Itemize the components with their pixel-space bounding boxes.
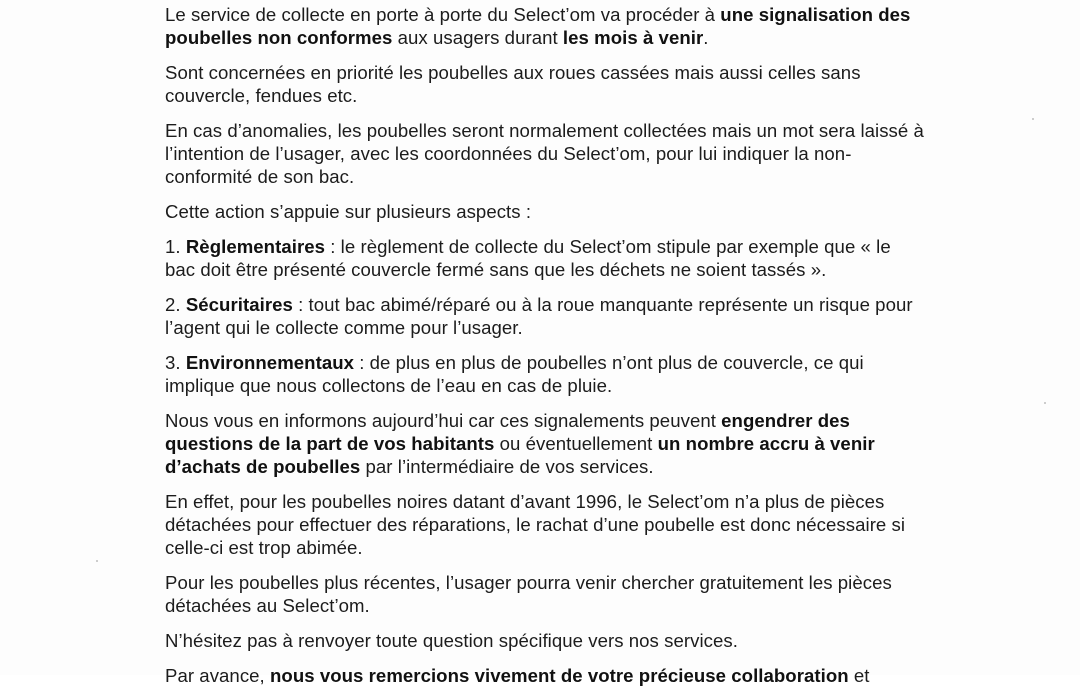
- bold-run: Règlementaires: [185, 236, 326, 257]
- scan-speck: [1044, 402, 1046, 404]
- scan-speck: [96, 560, 98, 562]
- text-run: Pour les poubelles plus récentes, l’usager pourra venir chercher gratuitement les pièces détachées au Select’om.: [165, 572, 892, 616]
- text-run: : le règlement de collecte du Select’om stipule par exemple que « le bac doit être présenté couvercle fermé sans que les déchets ne soient tassés ».: [165, 236, 891, 280]
- paragraph-recent-bins: [165, 571, 925, 617]
- paragraph-announcement: [165, 3, 925, 49]
- text-run: Sont concernées en priorité les poubelles aux roues cassées mais aussi celles sans couvercle, fendues etc.: [165, 62, 861, 106]
- text-run: Cette action s’appuie sur plusieurs aspects :: [165, 201, 532, 222]
- paragraph-aspect-environment: [165, 351, 925, 397]
- paragraph-concerned-bins: [165, 61, 925, 107]
- text-run: Par avance,: [165, 665, 270, 686]
- text-run: En cas d’anomalies, les poubelles seront normalement collectées mais un mot sera laissé à l’intention de l’usager, avec les coordonnées du Select’om, pour lui indiquer la non-conformité de son bac.: [165, 120, 924, 187]
- text-run: ou éventuellement: [494, 433, 658, 454]
- paragraph-aspect-safety: [165, 293, 925, 339]
- paragraph-information: [165, 409, 925, 478]
- text-run: .: [703, 27, 709, 48]
- paragraph-aspect-regulatory: [165, 235, 925, 281]
- bold-run: Sécuritaires: [185, 294, 293, 315]
- text-run: Nous vous en informons aujourd’hui car ces signalements peuvent: [165, 410, 722, 431]
- text-run: et: [848, 665, 870, 686]
- paragraph-anomalies: [165, 119, 925, 188]
- bold-run: nous vous remercions vivement de votre précieuse collaboration: [270, 665, 849, 686]
- text-run: Le service de collecte en porte à porte du Select’om va procéder à: [165, 4, 721, 25]
- scan-speck: [1032, 118, 1034, 120]
- list-number: 3.: [165, 352, 186, 373]
- paragraph-aspects-intro: [165, 200, 925, 223]
- paragraph-questions: [165, 629, 925, 652]
- bold-run: engendrer des questions de la part de vos habitants: [165, 410, 850, 454]
- text-run: N’hésitez pas à renvoyer toute question spécifique vers nos services.: [165, 630, 738, 651]
- bold-run: les mois à venir: [562, 27, 704, 48]
- list-number: 1.: [165, 236, 186, 257]
- text-run: : de plus en plus de poubelles n’ont plus de couvercle, ce qui implique que nous collectons de l’eau en cas de pluie.: [165, 352, 864, 396]
- bold-run: Environnementaux: [185, 352, 355, 373]
- text-run: : tout bac abimé/réparé ou à la roue manquante représente un risque pour l’agent qui le collecte comme pour l’usager.: [165, 294, 913, 338]
- bold-run: un nombre accru à venir d’achats de poubelles: [165, 433, 875, 477]
- paragraph-old-bins: [165, 490, 925, 559]
- document-body: [165, 3, 925, 699]
- text-run: par l’intermédiaire de vos services.: [360, 456, 654, 477]
- bold-run: une signalisation des poubelles non conformes: [165, 4, 911, 48]
- paragraph-thanks: [165, 664, 925, 687]
- text-run: aux usagers durant: [392, 27, 563, 48]
- list-number: 2.: [165, 294, 186, 315]
- text-run: En effet, pour les poubelles noires datant d’avant 1996, le Select’om n’a plus de pièces détachées pour effectuer des réparations, le rachat d’une poubelle est donc nécessaire si celle-ci est trop abimée.: [165, 491, 906, 558]
